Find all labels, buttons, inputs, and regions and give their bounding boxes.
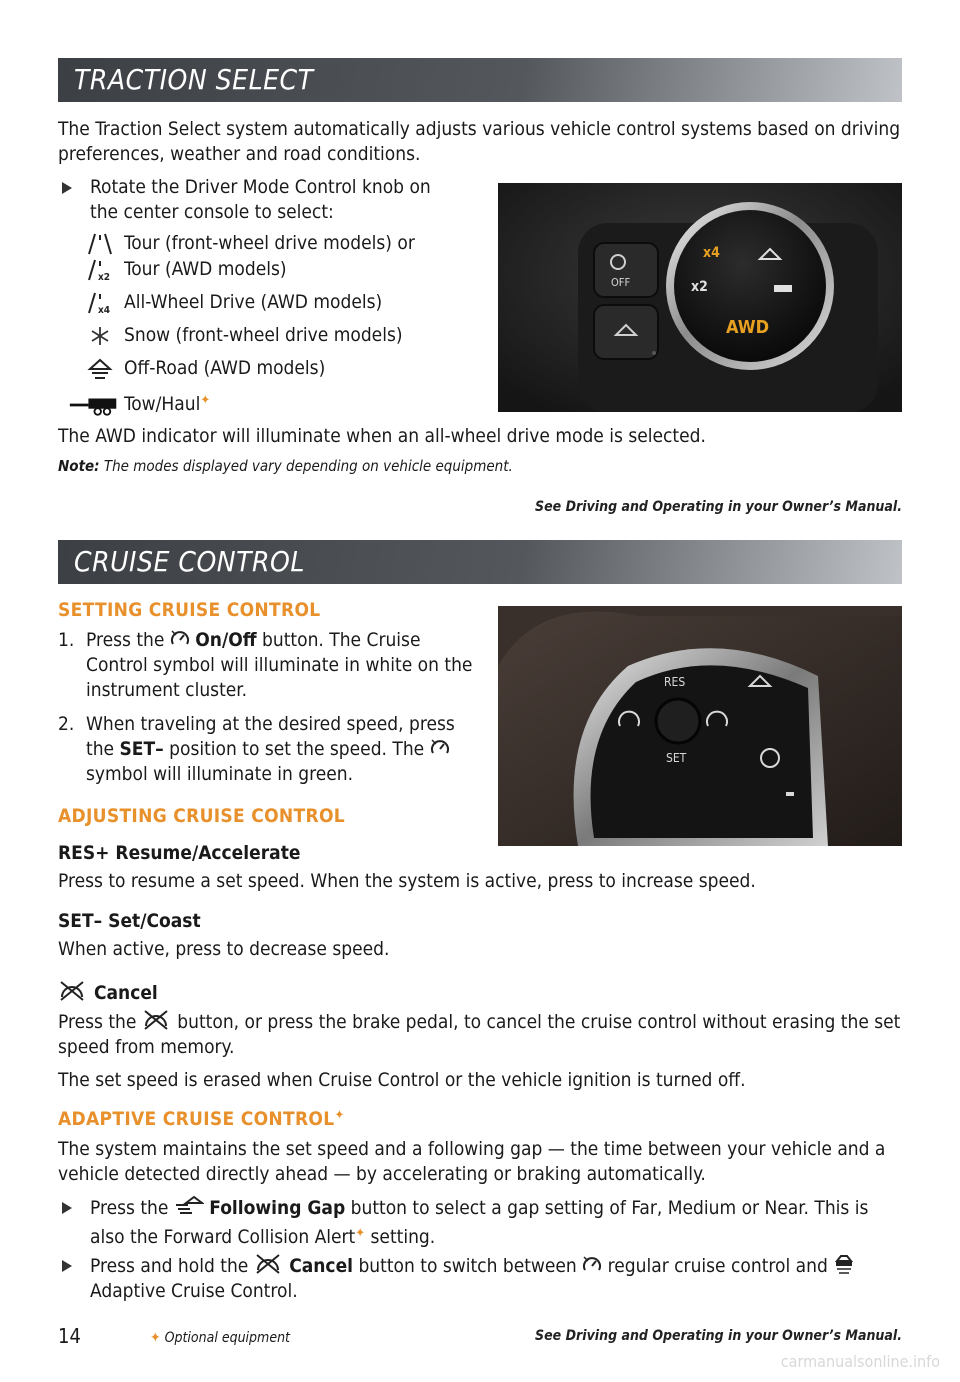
tour-awd-icon — [86, 258, 114, 282]
step-2-number: 2. — [58, 713, 75, 735]
set-heading: SET– Set/Coast — [58, 910, 201, 932]
tour-icon — [86, 232, 114, 256]
rotate-knob-bullet — [62, 175, 462, 225]
step-2-text-c: symbol will illuminate in green. — [86, 763, 354, 785]
mode-tour-awd — [86, 256, 287, 286]
cancel-icon — [58, 980, 88, 1002]
gap-text-a: Press the — [90, 1197, 169, 1219]
cruise-control-header — [58, 540, 902, 584]
step-1-text-b: button. The Cruise Control symbol will illuminate in white on the instrument cluster. — [86, 629, 473, 701]
hold-text-c: regular cruise control and — [607, 1255, 828, 1277]
note-label: Note: — [58, 457, 100, 475]
adjusting-cruise-heading: ADJUSTING CRUISE CONTROL — [58, 805, 345, 827]
adaptive-cruise-heading-row — [58, 1108, 345, 1130]
optional-equipment-text: Optional equipment — [164, 1330, 290, 1346]
hold-text-b: button to switch between — [358, 1255, 577, 1277]
steering-wheel-controls-photo — [498, 606, 902, 846]
hold-text-a: Press and hold the — [90, 1255, 249, 1277]
cancel-heading: Cancel — [93, 982, 158, 1004]
snow-icon — [86, 324, 114, 348]
traction-select-title: TRACTION SELECT — [74, 63, 314, 96]
mode-snow — [86, 322, 403, 352]
cruise-see-manual: See Driving and Operating in your Owner’s Manual. — [535, 1328, 902, 1344]
mode-awd-label: All-Wheel Drive (AWD models) — [124, 291, 383, 313]
res-heading: RES+ Resume/Accelerate — [58, 842, 301, 864]
photo-set-label: SET — [666, 751, 687, 765]
tow-haul-icon — [68, 393, 120, 417]
mode-off-road-label: Off-Road (AWD models) — [124, 357, 326, 379]
mode-awd — [86, 289, 382, 319]
traction-note — [58, 457, 513, 475]
hold-cancel-bullet — [62, 1253, 902, 1304]
cancel-text — [58, 1009, 902, 1060]
photo-awd-label: AWD — [726, 317, 770, 338]
svg-text:x4: x4 — [98, 304, 111, 315]
watermark: carmanualsonline.info — [780, 1352, 940, 1371]
hold-cancel: Cancel — [289, 1255, 354, 1277]
set-text: When active, press to decrease speed. — [58, 938, 390, 960]
optional-star: ✦ — [200, 393, 211, 408]
adaptive-cruise-heading: ADAPTIVE CRUISE CONTROL — [58, 1108, 335, 1130]
photo-off-label: OFF — [611, 276, 631, 289]
awd-indicator-text: The AWD indicator will illuminate when an all-wheel drive mode is selected. — [58, 425, 706, 447]
setting-cruise-heading: SETTING CRUISE CONTROL — [58, 599, 321, 621]
hold-cancel-icon — [254, 1253, 284, 1275]
mode-tow-haul-label: Tow/Haul — [124, 393, 201, 415]
traction-see-manual: See Driving and Operating in your Owner’s Manual. — [535, 499, 902, 515]
traction-intro: The Traction Select system automatically adjusts various vehicle control systems based on driving preferences, weather and road conditions. — [58, 118, 901, 165]
mode-tow-haul — [68, 388, 210, 418]
mode-snow-label: Snow (front-wheel drive models) — [124, 324, 403, 346]
gap-text-b: button to select a gap setting of Far, Medium or Near. This is also the Forward Collision Alert — [90, 1197, 869, 1248]
following-gap-bullet — [62, 1195, 902, 1250]
note-text: The modes displayed vary depending on vehicle equipment. — [103, 457, 513, 475]
step-1 — [58, 628, 478, 703]
gap-text-c: setting. — [370, 1226, 436, 1248]
adaptive-text: The system maintains the set speed and a following gap — the time between your vehicle and a vehicle detected directly ahead — by accelerating or braking automatically. — [58, 1138, 886, 1185]
hold-text-d: Adaptive Cruise Control. — [90, 1280, 298, 1302]
traction-select-header — [58, 58, 902, 102]
step-1-text-a: Press the — [86, 629, 165, 651]
cancel-text-b: button, or press the brake pedal, to cancel the cruise control without erasing the set speed from memory. — [58, 1011, 901, 1058]
cruise-control-title: CRUISE CONTROL — [74, 545, 305, 578]
adaptive-cruise-icon — [833, 1253, 855, 1275]
regular-cruise-icon — [582, 1255, 602, 1275]
step-2 — [58, 712, 478, 787]
mode-off-road — [86, 355, 325, 385]
rotate-knob-text: Rotate the Driver Mode Control knob on the center console to select: — [90, 176, 431, 223]
photo-x4-label: x4 — [703, 245, 720, 261]
cancel-text-a: Press the — [58, 1011, 137, 1033]
res-text: Press to resume a set speed. When the system is active, press to increase speed. — [58, 870, 756, 892]
step-1-number: 1. — [58, 629, 75, 651]
gap-following-gap: Following Gap — [209, 1197, 346, 1219]
step-2-text-a: When traveling at the desired speed, press the — [86, 713, 455, 760]
awd-icon — [86, 291, 114, 315]
step-2-set: SET– — [119, 738, 164, 760]
off-road-icon — [86, 357, 114, 381]
cruise-on-off-icon — [170, 629, 190, 649]
following-gap-icon — [174, 1195, 204, 1217]
erased-text: The set speed is erased when Cruise Control or the vehicle ignition is turned off. — [58, 1069, 746, 1091]
fca-optional-star: ✦ — [355, 1226, 366, 1241]
cruise-set-icon — [430, 738, 450, 758]
mode-tour-awd-label: Tour (AWD models) — [124, 258, 287, 280]
cancel-inline-icon — [142, 1009, 172, 1031]
legend-star: ✦ — [150, 1330, 161, 1346]
photo-res-label: RES — [664, 675, 686, 689]
step-2-text-b: position to set the speed. The — [169, 738, 425, 760]
cancel-heading-row — [58, 980, 158, 1004]
drive-mode-knob-photo — [498, 183, 902, 412]
photo-x2-label: x2 — [691, 279, 708, 295]
mode-tour-fwd-label: Tour (front-wheel drive models) or — [124, 232, 415, 254]
step-1-on-off: On/Off — [195, 629, 257, 651]
adaptive-optional-star: ✦ — [334, 1108, 345, 1123]
svg-text:x2: x2 — [98, 271, 111, 282]
page-number: 14 — [58, 1324, 81, 1348]
optional-equipment-legend — [150, 1330, 290, 1346]
